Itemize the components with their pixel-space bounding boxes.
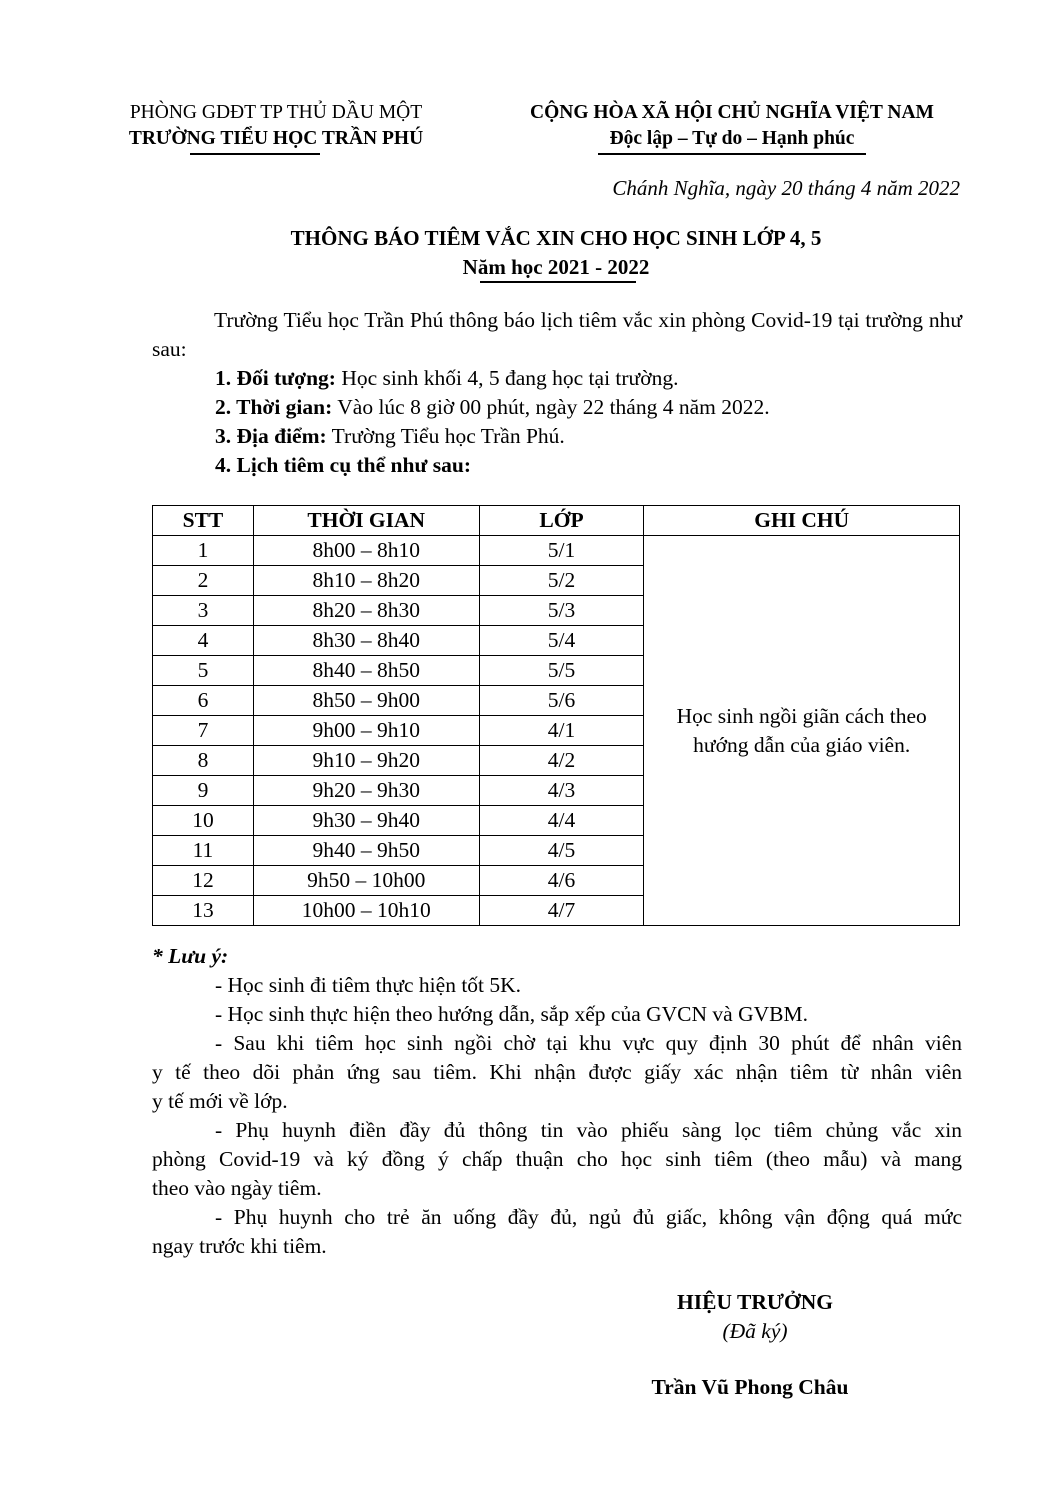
- note-wait-after-line-1: - Sau khi tiêm học sinh ngồi chờ tại khu vực quy định 30 phút để nhân viên: [215, 1031, 962, 1055]
- note-wait-after-line-3: y tế mới về lớp.: [152, 1089, 288, 1113]
- item-location-text: Trường Tiểu học Trần Phú.: [326, 424, 565, 448]
- motto-underline: [598, 153, 866, 155]
- note-wait-after-line-2: y tế theo dõi phản ứng sau tiêm. Khi nhận được giấy xác nhận tiêm từ nhân viên: [152, 1060, 962, 1084]
- cell-stt: 3: [153, 596, 254, 626]
- cell-class: 5/2: [479, 566, 644, 596]
- item-target-label: 1. Đối tượng:: [215, 366, 336, 390]
- cell-time: 8h40 – 8h50: [253, 656, 479, 686]
- cell-stt: 13: [153, 896, 254, 926]
- signer-name: Trần Vũ Phong Châu: [651, 1375, 849, 1399]
- item-target-text: Học sinh khối 4, 5 đang học tại trường.: [335, 366, 679, 390]
- column-header-class: LỚP: [479, 506, 644, 536]
- item-location-label: 3. Địa điểm:: [215, 424, 327, 448]
- page-subtitle: Năm học 2021 - 2022: [462, 255, 650, 279]
- date-line: Chánh Nghĩa, ngày 20 tháng 4 năm 2022: [612, 176, 960, 200]
- item-schedule: [215, 451, 471, 480]
- cell-class: 5/1: [479, 536, 644, 566]
- school-name-underline: [190, 153, 320, 155]
- signature-role: HIỆU TRƯỞNG: [677, 1290, 833, 1314]
- item-time: [215, 393, 770, 422]
- cell-class: 4/6: [479, 866, 644, 896]
- column-header-note: GHI CHÚ: [644, 506, 960, 536]
- cell-time: 9h10 – 9h20: [253, 746, 479, 776]
- cell-class: 5/3: [479, 596, 644, 626]
- note-parent-care-line-2: ngay trước khi tiêm.: [152, 1234, 327, 1258]
- cell-time: 8h30 – 8h40: [253, 626, 479, 656]
- column-header-stt: STT: [153, 506, 254, 536]
- cell-time: 9h50 – 10h00: [253, 866, 479, 896]
- item-target: [215, 364, 678, 393]
- cell-time: 9h20 – 9h30: [253, 776, 479, 806]
- note-parent-form-line-1: - Phụ huynh điền đầy đủ thông tin vào phiếu sàng lọc tiêm chủng vắc xin: [215, 1118, 962, 1142]
- cell-stt: 12: [153, 866, 254, 896]
- note-parent-form-line-2: phòng Covid-19 và ký đồng ý chấp thuận cho học sinh tiêm (theo mẫu) và mang: [152, 1147, 962, 1171]
- cell-stt: 8: [153, 746, 254, 776]
- intro-paragraph: Trường Tiểu học Trần Phú thông báo lịch tiêm vắc xin phòng Covid-19 tại trường như sau:: [152, 308, 962, 361]
- table-row: [153, 536, 960, 566]
- cell-class: 4/7: [479, 896, 644, 926]
- item-time-label: 2. Thời gian:: [215, 395, 333, 419]
- note-parent-form-line-3: theo vào ngày tiêm.: [152, 1176, 322, 1200]
- cell-stt: 4: [153, 626, 254, 656]
- cell-class: 4/2: [479, 746, 644, 776]
- cell-time: 9h00 – 9h10: [253, 716, 479, 746]
- schedule-table: [152, 505, 960, 926]
- page-title: THÔNG BÁO TIÊM VẮC XIN CHO HỌC SINH LỚP 4, 5: [290, 226, 822, 250]
- cell-class: 4/5: [479, 836, 644, 866]
- department-name: PHÒNG GDĐT TP THỦ DẦU MỘT: [129, 102, 423, 123]
- notes-heading: * Lưu ý:: [152, 944, 229, 968]
- cell-class: 5/4: [479, 626, 644, 656]
- cell-class: 5/6: [479, 686, 644, 716]
- cell-stt: 6: [153, 686, 254, 716]
- cell-time: 9h30 – 9h40: [253, 806, 479, 836]
- item-location: [215, 422, 565, 451]
- note-follow-guidance: - Học sinh thực hiện theo hướng dẫn, sắp xếp của GVCN và GVBM.: [215, 1002, 808, 1026]
- cell-stt: 7: [153, 716, 254, 746]
- subtitle-underline: [480, 281, 636, 283]
- national-motto: Độc lập – Tự do – Hạnh phúc: [609, 128, 855, 149]
- cell-class: 4/3: [479, 776, 644, 806]
- cell-time: 8h50 – 9h00: [253, 686, 479, 716]
- cell-time: 9h40 – 9h50: [253, 836, 479, 866]
- item-schedule-label: 4. Lịch tiêm cụ thể như sau:: [215, 453, 471, 477]
- cell-stt: 9: [153, 776, 254, 806]
- cell-note: [644, 536, 960, 926]
- cell-time: 8h00 – 8h10: [253, 536, 479, 566]
- cell-class: 4/4: [479, 806, 644, 836]
- cell-class: 4/1: [479, 716, 644, 746]
- cell-stt: 1: [153, 536, 254, 566]
- note-parent-care-line-1: - Phụ huynh cho trẻ ăn uống đầy đủ, ngủ đủ giấc, không vận động quá mức: [215, 1205, 962, 1229]
- item-time-text: Vào lúc 8 giờ 00 phút, ngày 22 tháng 4 năm 2022.: [332, 395, 770, 419]
- cell-time: 10h00 – 10h10: [253, 896, 479, 926]
- cell-time: 8h10 – 8h20: [253, 566, 479, 596]
- note-line-1: Học sinh ngồi giãn cách theo: [676, 703, 927, 728]
- column-header-time: THỜI GIAN: [253, 506, 479, 536]
- cell-stt: 11: [153, 836, 254, 866]
- table-header-row: [153, 506, 960, 536]
- signature-status: (Đã ký): [722, 1319, 788, 1343]
- school-name: TRƯỜNG TIỂU HỌC TRẦN PHÚ: [128, 128, 424, 149]
- cell-stt: 5: [153, 656, 254, 686]
- cell-class: 5/5: [479, 656, 644, 686]
- note-line-2: hướng dẫn của giáo viên.: [693, 732, 911, 757]
- cell-time: 8h20 – 8h30: [253, 596, 479, 626]
- cell-stt: 10: [153, 806, 254, 836]
- cell-stt: 2: [153, 566, 254, 596]
- note-5k: - Học sinh đi tiêm thực hiện tốt 5K.: [215, 973, 522, 997]
- republic-heading: CỘNG HÒA XÃ HỘI CHỦ NGHĨA VIỆT NAM: [530, 102, 934, 123]
